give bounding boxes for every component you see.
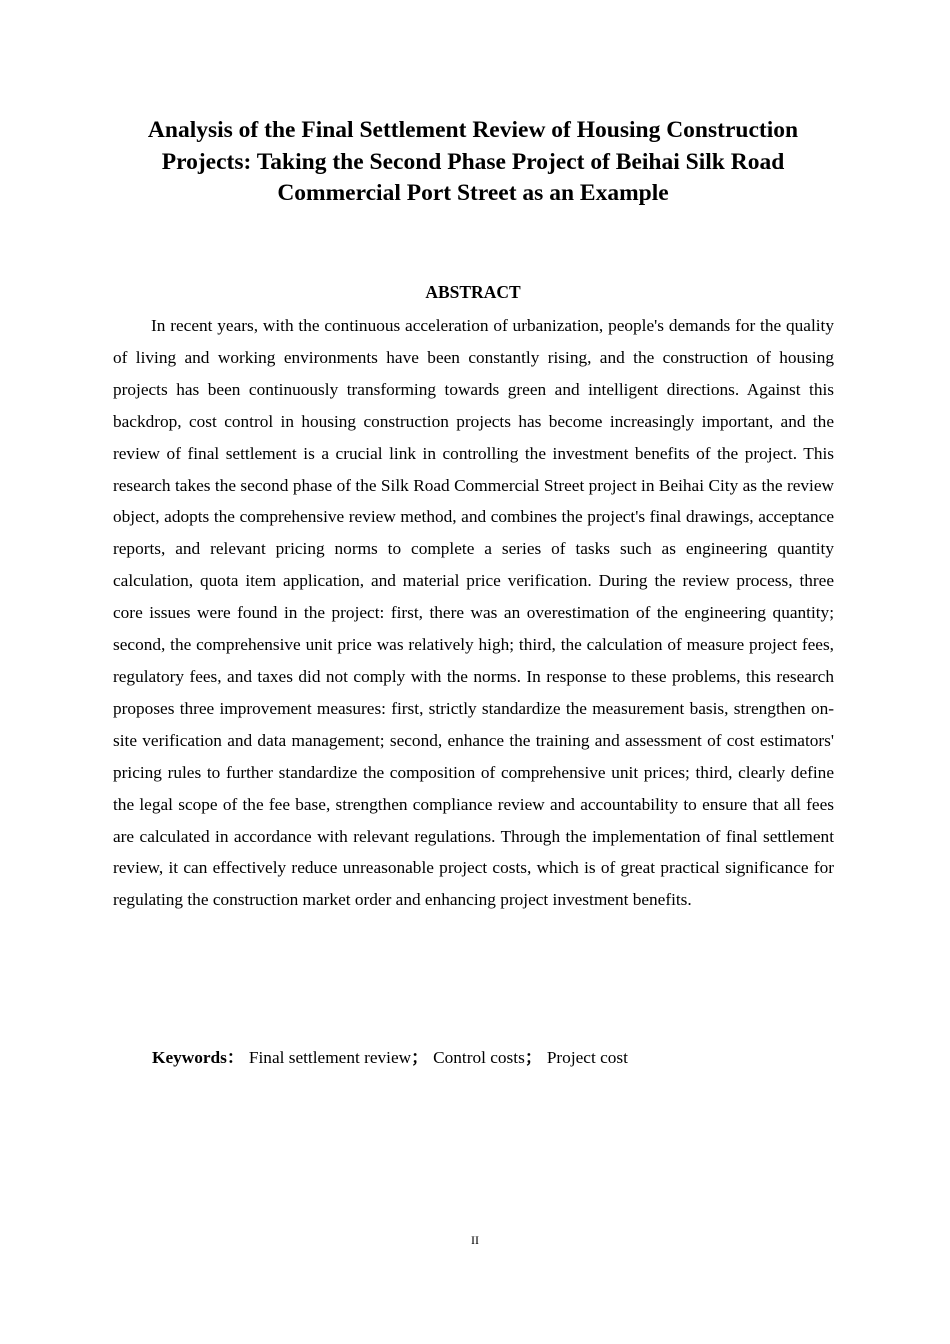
keywords-line bbox=[152, 1044, 628, 1072]
abstract-body: In recent years, with the continuous acceleration of urbanization, people's demands for the quality of living and working environments have been constantly rising, and the construction of housing projects has been continuously transforming towards green and intelligent directions. Against this backdrop, cost control in housing construction projects has become increasingly important, and the review of final settlement is a crucial link in controlling the investment benefits of the project. This research takes the second phase of the Silk Road Commercial Street project in Beihai City as the review object, adopts the comprehensive review method, and combines the project's final drawings, acceptance reports, and relevant pricing norms to complete a series of tasks such as engineering quantity calculation, quota item application, and material price verification. During the review process, three core issues were found in the project: first, there was an overestimation of the engineering quantity; second, the comprehensive unit price was relatively high; third, the calculation of measure project fees, regulatory fees, and taxes did not comply with the norms. In response to these problems, this research proposes three improvement measures: first, strictly standardize the measurement basis, strengthen on-site verification and data management; second, enhance the training and assessment of cost estimators' pricing rules to further standardize the composition of comprehensive unit prices; third, clearly define the legal scope of the fee base, strengthen compliance review and accountability to ensure that all fees are calculated in accordance with relevant regulations. Through the implementation of final settlement review, it can effectively reduce unreasonable project costs, which is of great practical significance for regulating the construction market order and enhancing project investment benefits. bbox=[113, 316, 834, 910]
page-number: II bbox=[471, 1233, 479, 1247]
paper-title-line-1: Analysis of the Final Settlement Review of Housing Construction bbox=[147, 117, 799, 143]
keywords-label: Keywords bbox=[152, 1048, 227, 1067]
paper-title bbox=[100, 115, 846, 210]
paper-title-line-3: Commercial Port Street as an Example bbox=[277, 180, 669, 206]
keywords-label-separator: ： bbox=[226, 1048, 245, 1067]
keyword-separator: ； bbox=[524, 1048, 543, 1067]
keyword-item: Final settlement review bbox=[248, 1048, 412, 1067]
keyword-separator: ； bbox=[411, 1048, 429, 1067]
paper-title-line-2: Projects: Taking the Second Phase Project of Beihai Silk Road bbox=[161, 148, 785, 175]
keyword-item: Control costs bbox=[433, 1048, 525, 1067]
abstract-heading: ABSTRACT bbox=[425, 282, 521, 302]
keyword-item: Project cost bbox=[546, 1048, 628, 1067]
